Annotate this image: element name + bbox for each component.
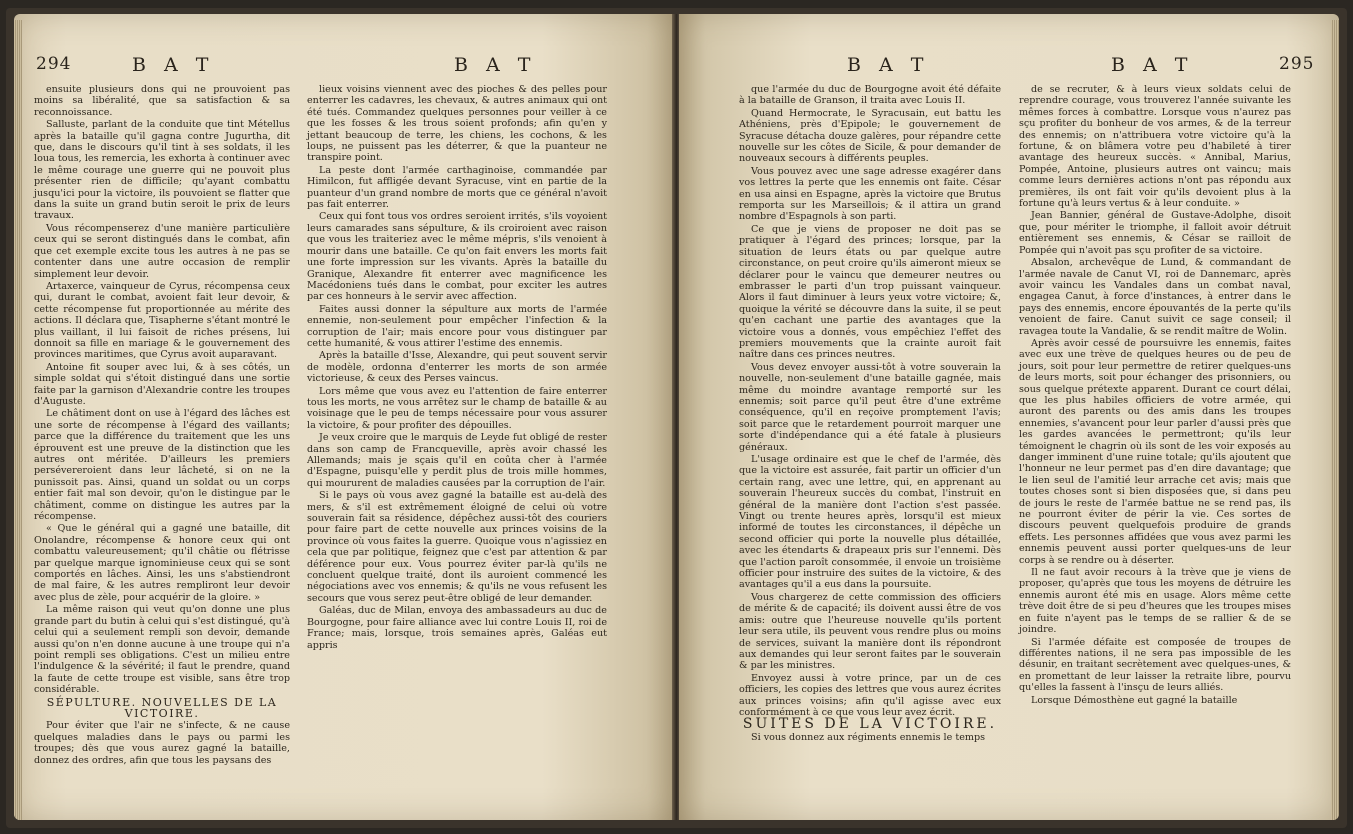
right-page-column-1 xyxy=(739,84,1001,744)
left-page xyxy=(14,14,674,820)
paragraph: Je veux croire que le marquis de Leyde fut obligé de rester dans son camp de Francqueville, après avoir chassé les Allemands; mais je sçais qu'il en coûta cher à l'armée d'Espagne, puisqu'elle y perdit plus de trois mille hommes, qui moururent de maladies causées par la corruption de l'air. xyxy=(307,432,607,489)
running-title-left: B A T xyxy=(132,54,215,76)
paragraph: L'usage ordinaire est que le chef de l'armée, dès que la victoire est assurée, fait partir un officier d'un certain rang, avec une lettre, qui, en apprenant au souverain l'heureux succès du combat, l'instruit en général de la manière dont l'action s'est passée. Vingt ou trente heures après, lorsqu'il est mieux informé de toutes les circonstances, il dépêche un second officier qui porte la nouvelle plus détaillée, avec les étendarts & drapeaux pris sur l'ennemi. Dès que l'action paroît consommée, il envoie un troisième officier pour instruire des suites de la victoire, & des avantages qu'il a eus dans la poursuite. xyxy=(739,454,1001,591)
paragraph: Antoine fit souper avec lui, & à ses côtés, un simple soldat qui s'étoit distingué dans une sortie faite par la garnison d'Alexandrie contre les troupes d'Auguste. xyxy=(34,361,290,407)
paragraph: Vous récompenserez d'une manière particulière ceux qui se seront distingués dans le combat, afin que cet exemple excite tous les autres à ne pas se contenter dans une autre occasion de remplir simplement leur devoir. xyxy=(34,222,290,280)
paragraph: Absalon, archevêque de Lund, & commandant de l'armée navale de Canut VI, roi de Dannemarc, après avoir vaincu les Vandales dans un combat naval, engagea Canut, à force d'instances, à entrer dans le pays des ennemis, encore épouvantés de la perte qu'ils venoient de faire. Canut suivit ce sage conseil; il ravagea toute la Vandalie, & se rendit maître de Wolin. xyxy=(1019,257,1291,337)
paragraph: La même raison qui veut qu'on donne une plus grande part du butin à celui qui s'est distingué, qu'à celui qui a seulement rempli son devoir, demande aussi qu'on n'en donne aucune à une troupe qui n'a point rempli ses obligations. C'est un milieu entre l'indulgence & la sévérité; il faut le prendre, quand la faute de cette troupe est visible, sans être trop considérable. xyxy=(34,604,290,696)
book-spread xyxy=(6,8,1347,828)
paragraph: lieux voisins viennent avec des pioches & des pelles pour enterrer les cadavres, les chevaux, & autres animaux qui ont été tués. Commandez quelques personnes pour veiller à ce que les fosses & les trous soient profonds; afin qu'en y jettant beaucoup de terre, les chiens, les cochons, & les loups, ne puissent pas les déterrer, & que la puanteur ne transpire point. xyxy=(307,84,607,164)
paragraph: Il ne faut avoir recours à la trève que je viens de proposer, qu'après que tous les moyens de détruire les ennemis auront été mis en usage. Alors même cette trève doit être de si peu d'heures que les troupes mises en fuite n'ayent pas le temps de se rallier & de se joindre. xyxy=(1019,567,1291,636)
paragraph: de se recruter, & à leurs vieux soldats celui de reprendre courage, vous trouverez l'année suivante les mêmes forces à combattre. Lorsque vous n'aurez pas sçu profiter du bonheur de vos armes, & de la terreur des ennemis; on n'attribuera votre victoire qu'à la fortune, & on blâmera votre peu d'habileté à tirer avantage des heureux succès. « Annibal, Marius, Pompée, Antoine, plusieurs autres ont vaincu; mais comme leurs dernières actions n'ont pas répondu aux premières, ils ont fait voir qu'ils devoient plus à la fortune qu'à leurs vertus & à leur conduite. » xyxy=(1019,84,1291,210)
paragraph: « Que le général qui a gagné une bataille, dit Onolandre, récompense & honore ceux qui ont combattu valeureusement; qu'il châtie ou flétrisse par quelque marque ignominieuse ceux qui se sont comportés en lâches. Ainsi, les uns s'abstiendront de mal faire, & les autres rempliront leur devoir avec plus de zèle, pour acquérir de la gloire. » xyxy=(34,523,290,603)
paragraph: Ceux qui font tous vos ordres seroient irrités, s'ils voyoient leurs camarades sans sépulture, & ils croiroient avec raison que vous les traiteriez avec le même mépris, s'ils venoient à mourir dans une bataille. Ce qu'on fait envers les morts fait une forte impression sur les vivants. Après la bataille du Granique, Alexandre fit enterrer avec magnificence les Macédoniens tués dans le combat, pour exciter les autres par ces honneurs à le servir avec affection. xyxy=(307,211,607,303)
right-page xyxy=(679,14,1339,820)
section-heading: SUITES DE LA VICTOIRE. xyxy=(742,716,998,733)
running-title-left: B A T xyxy=(847,54,930,76)
paragraph: Artaxerce, vainqueur de Cyrus, récompensa ceux qui, durant le combat, avoient fait leur devoir, & cette récompense fut proportionnée au mérite des actions. Il déclara que, Tisapherne s'étant montré le plus vaillant, il lui faisoit de riches présens, lui donnoit sa fille en mariage & le gouvernement des provinces maritimes, que Cyrus avoit auparavant. xyxy=(34,280,290,361)
paragraph: Vous chargerez de cette commission des officiers de mérite & de capacité; ils doivent aussi être de vos amis: outre que l'heureuse nouvelle qu'ils portent leur sera utile, ils peuvent vous rendre plus ou moins de services, suivant la manière dont ils répondront aux demandes qui leur seront faites par le souverain & par les ministres. xyxy=(739,591,1001,672)
left-page-header xyxy=(14,54,674,82)
page-number: 294 xyxy=(36,54,72,74)
paragraph: Si l'armée défaite est composée de troupes de différentes nations, il ne sera pas impossible de les désunir, en traitant secrètement avec quelques-unes, & en promettant de leur laisser la retraite libre, pourvu qu'elles la fassent à l'insçu de leurs alliés. xyxy=(1019,636,1291,694)
left-page-edge xyxy=(14,20,22,820)
paragraph: Pour éviter que l'air ne s'infecte, & ne cause quelques maladies dans le pays ou parmi les troupes; dès que vous aurez gagné la bataille, donnez des ordres, afin que tous les paysans des xyxy=(34,720,290,766)
paragraph: Vous pouvez avec une sage adresse exagérer dans vos lettres la perte que les ennemis ont faite. César en usa ainsi en Espagne, après la victoire que Brutus remporta sur les Marseillois; & il attira un grand nombre d'Espagnols à son parti. xyxy=(739,165,1001,223)
paragraph: La peste dont l'armée carthaginoise, commandée par Himilcon, fut affligée devant Syracuse, vint en partie de la puanteur d'un grand nombre de morts que ce général n'avoit pas fait enterrer. xyxy=(307,164,607,211)
left-page-column-1 xyxy=(34,84,290,767)
paragraph: Ce que je viens de proposer ne doit pas se pratiquer à l'égard des princes; lorsque, par la situation de leurs états ou par quelque autre circonstance, on peut croire qu'ils aimeront mieux se déclarer pour le vaincu que demeurer neutres ou embrasser le parti d'un trop puissant vainqueur. Alors il faut diminuer à leurs yeux votre victoire; &, quoique la vérité se découvre dans la suite, il se peut qu'en cachant une partie des avantages que la victoire vous a donnés, vous empêchiez l'effet des premiers mouvements que la crainte auroit fait naître dans ces princes neutres. xyxy=(739,223,1001,361)
paragraph: Le châtiment dont on use à l'égard des lâches est une sorte de récompense à l'égard des vaillants; parce que la différence du traitement que les uns éprouvent est une preuve de la distinction que les autres ont méritée. D'ailleurs les premiers persévereroient dans leur lâcheté, si on ne la punissoit pas. Ainsi, quand un soldat ou un corps entier fait mal son devoir, qu'on le distingue par le châtiment, comme on distingue les autres par la récompense. xyxy=(34,408,290,523)
paragraph: Après la bataille d'Isse, Alexandre, qui peut souvent servir de modèle, ordonna d'enterrer les morts de son armée victorieuse, & ceux des Perses vaincus. xyxy=(307,350,607,385)
paragraph: Après avoir cessé de poursuivre les ennemis, faites avec eux une trève de quelques heures ou de peu de jours, soit pour leur permettre de retirer quelques-uns de leurs morts, soit pour échanger des prisonniers, ou sous quelque prétexte apparent. Durant ce court délai, que les plus habiles officiers de votre armée, qui auront des parents ou des amis dans les troupes ennemies, s'avancent pour leur parler d'aussi près que les gardes avancées le permettront; qu'ils leur témoignent le chagrin où ils sont de les voir exposés au danger imminent d'une ruine totale; qu'ils ajoutent que l'honneur ne leur permet pas d'en dire davantage; que le lien seul de l'amitié leur arrache cet avis; mais que toutes choses sont si bien disposées que, si dans peu de jours le reste de l'armée battue ne se rend pas, ils ne pourront éviter de périr la vie. Ces sortes de discours peuvent quelquefois produire de grands effets. Les personnes affidées que vous avez parmi les ennemis peuvent aussi porter quelques-uns de leur corps à se rendre ou à déserter. xyxy=(1019,337,1291,566)
paragraph: Lorsque Démosthène eut gagné la bataille xyxy=(1031,694,1238,706)
paragraph: Si vous donnez aux régiments ennemis le temps xyxy=(751,731,986,743)
paragraph: Envoyez aussi à votre prince, par un de ces officiers, les copies des lettres que vous aurez écrites aux princes voisins; afin qu'il agisse avec eux conformément à ce que vous leur avez écrit. xyxy=(739,672,1001,718)
section-heading: SÉPULTURE. NOUVELLES DE LA VICTOIRE. xyxy=(46,695,278,720)
paragraph: Lors même que vous avez eu l'attention de faire enterrer tous les morts, ne vous arrêtez sur le champ de bataille & au voisinage que le peu de temps nécessaire pour vous assurer la victoire, & pour profiter des dépouilles. xyxy=(307,385,607,431)
paragraph: Faites aussi donner la sépulture aux morts de l'armée ennemie, non-seulement pour empêcher l'infection & la corruption de l'air; mais encore pour vous distinguer par cette humanité, & vous attirer l'estime des ennemis. xyxy=(307,303,607,349)
running-title-right: B A T xyxy=(1111,54,1194,76)
left-page-column-2 xyxy=(307,84,607,652)
paragraph: ensuite plusieurs dons qui ne prouvoient pas moins sa libéralité, que sa satisfaction & sa reconnoissance. xyxy=(34,84,290,118)
paragraph: Jean Bannier, général de Gustave-Adolphe, disoit que, pour mériter le triomphe, il falloit avoir détruit entièrement ses ennemis, & César se railloit de Pompée qui n'avoit pas sçu profiter de sa victoire. xyxy=(1019,210,1291,256)
paragraph: Si le pays où vous avez gagné la bataille est au-delà des mers, & s'il est extrêmement éloigné de celui où votre souverain fait sa résidence, dépêchez aussi-tôt des couriers pour faire part de cette nouvelle aux princes voisins de la province où vous faites la guerre. Quoique vous n'agissiez en cela que par politique, feignez que c'est par attention & par déférence pour eux. Vous pourrez éviter par-là qu'ils ne concluent quelque traité, dont ils auroient commencé les négociations avec vos ennemis; & qu'ils ne vous refusent les secours que vous serez peut-être obligé de leur demander. xyxy=(307,490,607,604)
paragraph: Galéas, duc de Milan, envoya des ambassadeurs au duc de Bourgogne, pour faire alliance avec lui contre Louis II, roi de France; mais, lorsque, trois semaines après, Galéas eut appris xyxy=(307,605,607,651)
paragraph: que l'armée du duc de Bourgogne avoit été défaite à la bataille de Granson, il traita avec Louis II. xyxy=(739,84,1001,107)
right-page-edge xyxy=(1331,20,1339,820)
right-page-header xyxy=(679,54,1339,82)
paragraph: Quand Hermocrate, le Syracusain, eut battu les Athéniens, près d'Epipole; le gouvernement de Syracuse détacha douze galères, pour répandre cette nouvelle sur les côtes de Sicile, & pour demander de nouveaux secours à différents peuples. xyxy=(739,107,1001,165)
paragraph: Vous devez envoyer aussi-tôt à votre souverain la nouvelle, non-seulement d'une bataille gagnée, mais même du moindre avantage remporté sur les ennemis; soit parce qu'il peut être d'une extrême conséquence, qu'il en reçoive promptement l'avis; soit parce que le retardement pourroit marquer une sorte d'indépendance qui a été fatale à plusieurs généraux. xyxy=(739,361,1001,453)
page-number: 295 xyxy=(1279,54,1315,74)
paragraph: Salluste, parlant de la conduite que tint Métellus après la bataille qu'il gagna contre Jugurtha, dit que, dans le discours qu'il tint à ses soldats, il les loua tous, les remercia, les exhorta à continuer avec le même courage une guerre qui ne pouvoit plus présenter rien de difficile; qu'ayant combattu jusqu'ici pour la victoire, ils pouvoient se flatter que dans la suite un grand butin seroit le prix de leurs travaux. xyxy=(34,119,290,222)
right-page-column-2 xyxy=(1019,84,1291,707)
running-title-right: B A T xyxy=(454,54,537,76)
